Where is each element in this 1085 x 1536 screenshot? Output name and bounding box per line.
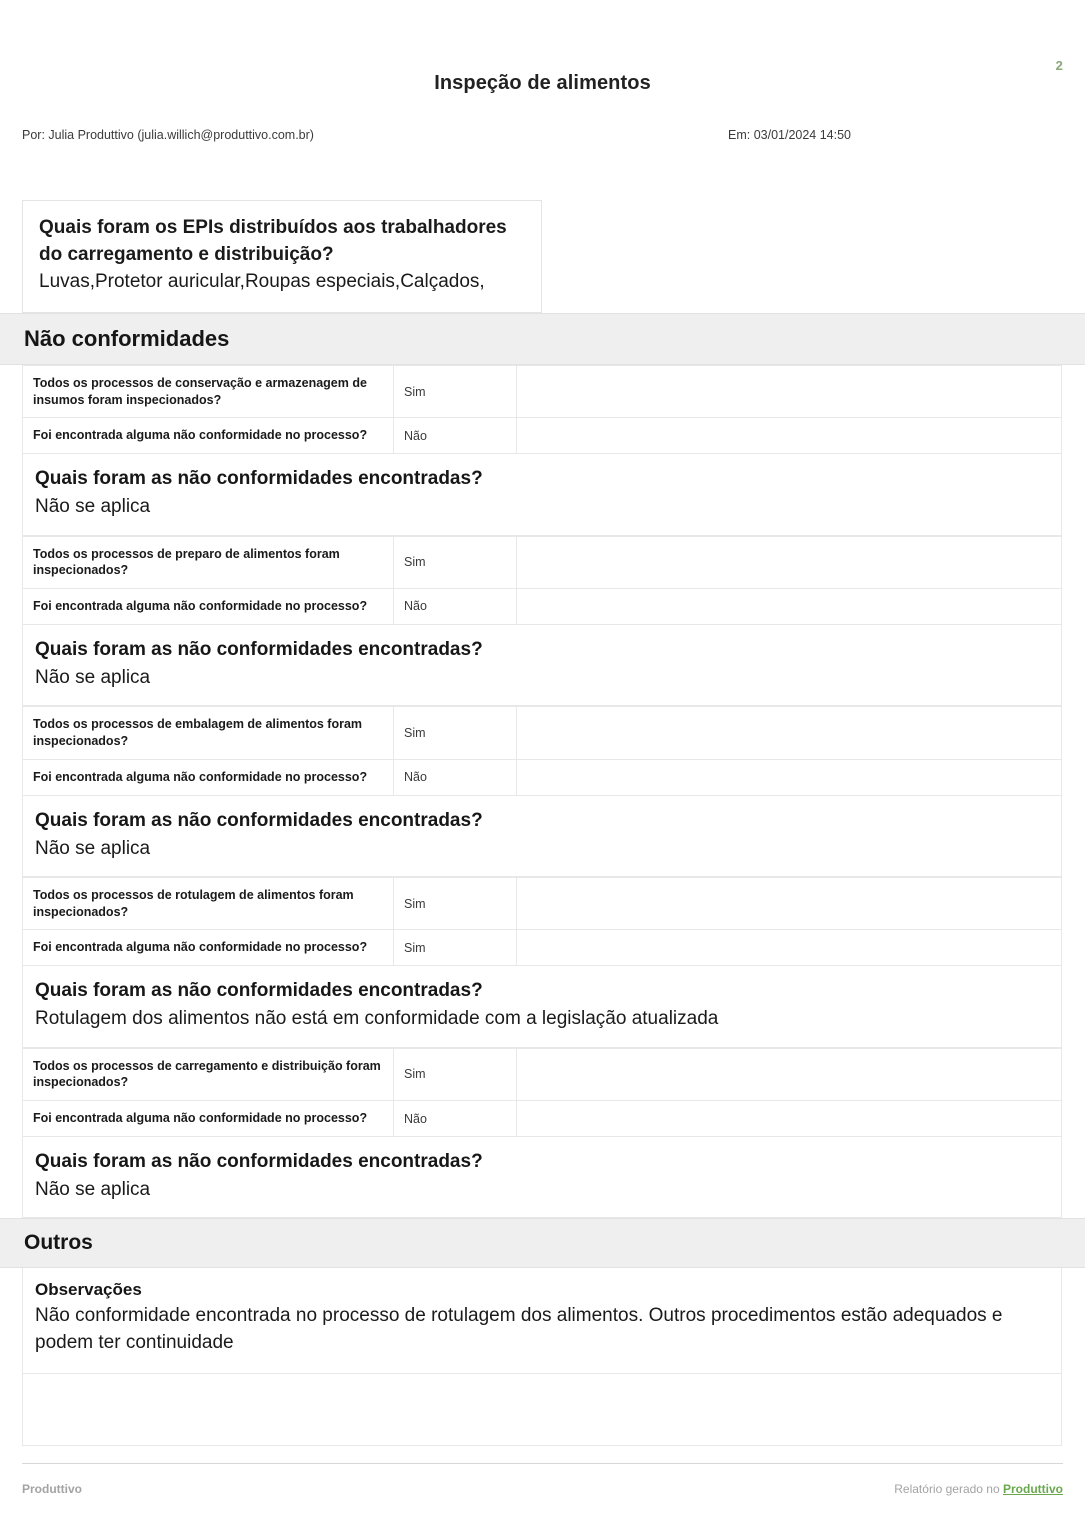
epi-question-card [22, 200, 542, 313]
observations-block [22, 1268, 1062, 1374]
observations-text: Não conformidade encontrada no processo de rotulagem dos alimentos. Outros procedimentos estão adequados e podem ter continuidade [35, 1305, 1003, 1354]
freetext-block [22, 1137, 1062, 1218]
footer-generated-note [894, 1482, 1063, 1496]
table-row [23, 759, 1062, 795]
table-row [23, 930, 1062, 966]
qa-table [22, 536, 1062, 625]
question-cell: Todos os processos de preparo de alimentos foram inspecionados? [23, 536, 394, 589]
freetext-question-label: Quais foram as não conformidades encontradas? [35, 468, 483, 490]
question-cell: Foi encontrada alguma não conformidade no processo? [23, 759, 394, 795]
answer-cell: Não [394, 589, 517, 625]
section-title-label: Outros [24, 1231, 93, 1255]
question-cell: Foi encontrada alguma não conformidade no processo? [23, 930, 394, 966]
table-row [23, 1101, 1062, 1137]
question-cell: Foi encontrada alguma não conformidade no processo? [23, 589, 394, 625]
freetext-question-label: Quais foram as não conformidades encontradas? [35, 809, 483, 831]
question-cell: Todos os processos de rotulagem de alimentos foram inspecionados? [23, 877, 394, 930]
page-number: 2 [1055, 58, 1063, 73]
report-author: Por: Julia Produttivo (julia.willich@produttivo.com.br) [22, 128, 314, 142]
table-row [23, 536, 1062, 589]
answer-cell: Sim [394, 536, 517, 589]
table-row [23, 707, 1062, 760]
freetext-answer-value: Rotulagem dos alimentos não está em conformidade com a legislação atualizada [35, 1008, 719, 1030]
question-cell: Todos os processos de embalagem de alimentos foram inspecionados? [23, 707, 394, 760]
section-title-label: Não conformidades [24, 325, 230, 351]
answer-cell: Sim [394, 877, 517, 930]
note-cell [517, 930, 1062, 966]
qa-table [22, 877, 1062, 966]
freetext-answer-value: Não se aplica [35, 496, 151, 518]
section-header-nao-conformidades [0, 313, 1085, 365]
note-cell [517, 418, 1062, 454]
document-meta [0, 128, 1085, 146]
freetext-question-label: Quais foram as não conformidades encontradas? [35, 1150, 483, 1172]
table-row [23, 365, 1062, 418]
freetext-block [22, 454, 1062, 535]
qa-table [22, 365, 1062, 454]
table-row [23, 1048, 1062, 1101]
report-date: Em: 03/01/2024 14:50 [728, 128, 852, 142]
epi-question-label: Quais foram os EPIs distribuídos aos trabalhadores do carregamento e distribuição? [39, 217, 507, 265]
answer-cell: Sim [394, 365, 517, 418]
answer-cell: Sim [394, 930, 517, 966]
observations-label: Observações [35, 1280, 142, 1300]
section-header-outros [0, 1218, 1085, 1268]
answer-cell: Não [394, 418, 517, 454]
freetext-question-label: Quais foram as não conformidades encontradas? [35, 980, 483, 1002]
note-cell [517, 707, 1062, 760]
epi-answer-value: Luvas,Protetor auricular,Roupas especiais,Calçados, [39, 270, 485, 292]
report-content [0, 200, 1085, 1446]
freetext-answer-value: Não se aplica [35, 1179, 151, 1201]
note-cell [517, 759, 1062, 795]
freetext-block [22, 796, 1062, 877]
footer-divider [22, 1463, 1063, 1464]
note-cell [517, 1048, 1062, 1101]
question-cell: Foi encontrada alguma não conformidade no processo? [23, 418, 394, 454]
question-cell: Foi encontrada alguma não conformidade no processo? [23, 1101, 394, 1137]
note-cell [517, 1101, 1062, 1137]
page-footer [22, 1482, 1063, 1500]
observations-empty-cell [22, 1374, 1062, 1446]
footer-generated-prefix: Relatório gerado no [894, 1482, 1003, 1496]
freetext-block [22, 966, 1062, 1047]
table-row [23, 877, 1062, 930]
footer-produttivo-link[interactable]: Produttivo [1003, 1482, 1063, 1496]
footer-brand: Produttivo [22, 1482, 82, 1496]
note-cell [517, 365, 1062, 418]
answer-cell: Não [394, 1101, 517, 1137]
answer-cell: Sim [394, 1048, 517, 1101]
answer-cell: Não [394, 759, 517, 795]
document-title: Inspeção de alimentos [434, 72, 651, 94]
note-cell [517, 877, 1062, 930]
answer-cell: Sim [394, 707, 517, 760]
table-row [23, 589, 1062, 625]
qa-table [22, 1048, 1062, 1137]
question-cell: Todos os processos de carregamento e distribuição foram inspecionados? [23, 1048, 394, 1101]
freetext-question-label: Quais foram as não conformidades encontradas? [35, 638, 483, 660]
note-cell [517, 589, 1062, 625]
freetext-answer-value: Não se aplica [35, 667, 151, 689]
question-cell: Todos os processos de conservação e armazenagem de insumos foram inspecionados? [23, 365, 394, 418]
note-cell [517, 536, 1062, 589]
freetext-block [22, 625, 1062, 706]
freetext-answer-value: Não se aplica [35, 837, 151, 859]
qa-table [22, 706, 1062, 795]
table-row [23, 418, 1062, 454]
